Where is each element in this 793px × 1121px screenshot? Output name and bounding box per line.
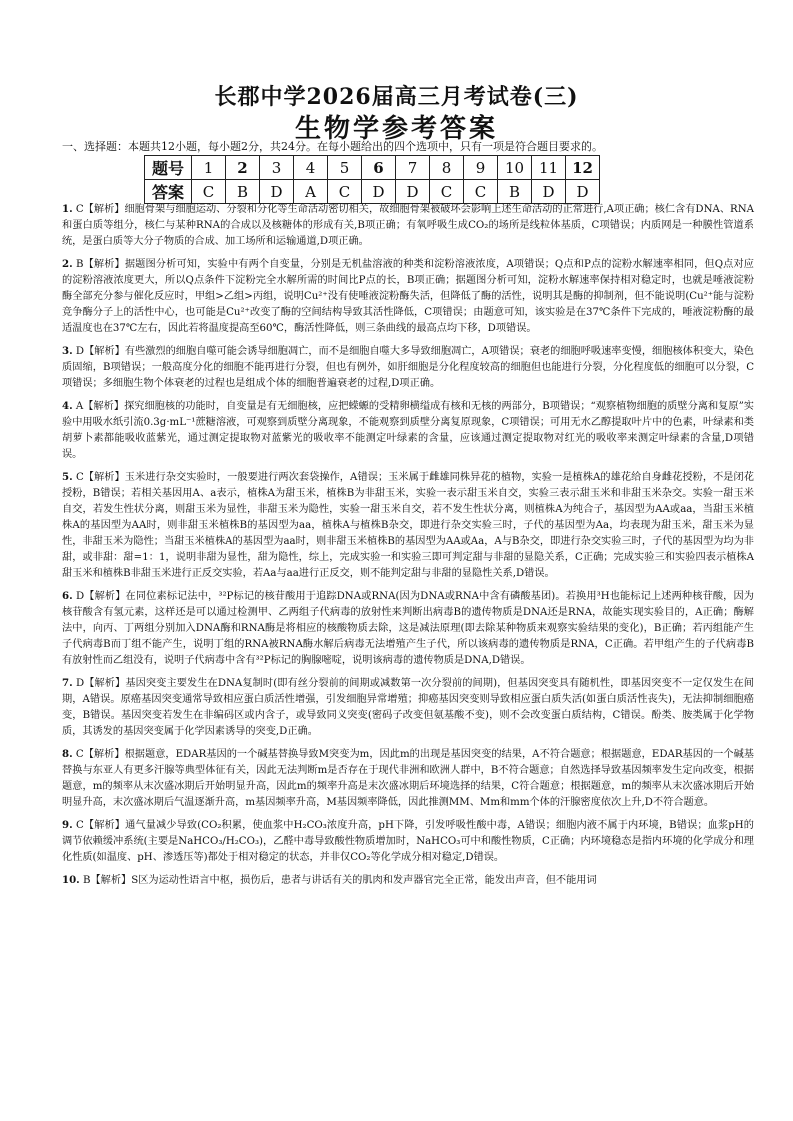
item-text: C【解析】通气量减少导致(CO₂积累，使血浆中H₂CO₃浓度升高，pH下降，引发呼吸性酸中毒，A错误；细胞内液不属于内环境，B错误；血浆pH的调节依赖缓冲系统(主要是NaHCO₃/H₂CO₃)，乙醛中毒导致酸性物质增加时，NaHCO₃可中和酸性物质，C正确；内环境稳态是指内环境的化学成分和理化性质(如温度、pH、渗透压等)都处于相对稳定的状态，并非仅CO₂等化学成分相对稳定,D错误。 [62,820,754,863]
answer-cell: D [362,180,396,204]
item-number: 10. [62,874,80,886]
row-label-number: 题号 [145,156,192,180]
item-text: C【解析】玉米进行杂交实验时，一般要进行两次套袋操作，A错误；玉米属于雌雄同株异花的植物，实验一是植株A的雄花给自身雌花授粉，不是闭花授粉，B错误；若相关基因用A、a表示，植株A为甜玉米，植株B为非甜玉米，实验一表示甜玉米自交，实验三表示甜玉米和非甜玉米杂交。实验一甜玉米自交，若发生性状分离，则甜玉米为显性，非甜玉米为隐性，实验一甜玉米自交，若不发生性状分离，则植株A为纯合子，基因型为AA或aa，当甜玉米植株A的基因型为AA时，则非甜玉米植株B的基因型为aa，植株A与植株B杂交，即进行杂交实验三时，子代的基因型为Aa，均表现为甜玉米，甜玉米为显性，非甜玉米为隐性；当甜玉米植株A的基因型为aa时，则非甜玉米植株B的基因型为AA或Aa，A与B杂交，即进行杂交实验三时，子代的基因型为均为非甜，或非甜：甜=1：1，说明非甜为显性，甜为隐性，综上，完成实验一和实验三即可判定甜与非甜的显隐关系，C正确；完成实验三和实验四表示植株A甜玉米和植株B非甜玉米进行正反交实验，若Aa与aa进行正反交，则不能判定甜与非甜的显隐性关系,D错误。 [62,472,754,579]
item-number: 8. [62,748,73,760]
item-text: B【解析】据题图分析可知，实验中有两个自变量，分别是无机盐溶液的种类和淀粉溶液浓度，A项错误；Q点和P点的淀粉水解速率相同，但Q点对应的淀粉溶液浓度更大，所以Q点条件下淀粉完全水解所需的时间比P点的长，B项正确；据题图分析可知，淀粉水解速率保持相对稳定时，也就是唾液淀粉酶全部充分参与催化反应时，甲组>乙组>丙组，说明Cu²⁺没有使唾液淀粉酶失活，但降低了酶的活性，说明其是酶的抑制剂，但不能说明(Cu²⁺能与淀粉竞争酶分子上的活性中心，也可能是Cu²⁺改变了酶的空间结构导致其活性降低，C项错误；由题意可知，该实验是在37℃条件下完成的，唾液淀粉酶的最适温度也在37℃左右，因此若将温度提高至60℃，酶活性降低，则三条曲线的最高点均下移，D项错误。 [62,259,754,334]
item-number: 6. [62,590,73,602]
explanation-list [62,201,754,895]
item-text: C【解析】细胞骨架与细胞运动、分裂和分化等生命活动密切相关，故细胞骨架被破坏会影响上述生命活动的正常进行,A项正确；核仁含有DNA、RNA和蛋白质等组分，核仁与某种RNA的合成以及核糖体的形成有关,B项正确；有氧呼吸生成CO₂的场所是线粒体基质，C项错误；内质网是一种膜性管道系统，是蛋白质等大分子物质的合成、加工场所和运输通道,D项正确。 [62,204,754,247]
answer-cell: C [192,180,226,204]
explanation-item [62,746,754,811]
explanation-item [62,343,754,392]
item-number: 9. [62,819,73,831]
explanation-item [62,588,754,669]
answer-cell: C [328,180,362,204]
question-number: 10 [498,156,532,180]
question-number: 11 [532,156,566,180]
question-number: 2 [226,156,260,180]
item-text: D【解析】有些激烈的细胞自噬可能会诱导细胞凋亡，而不是细胞自噬大多导致细胞凋亡，A项错误；衰老的细胞呼吸速率变慢，细胞核体积变大，染色质固缩，B项错误；一般高度分化的细胞不能再进行分裂，但也有例外，如肝细胞是分化程度较高的细胞但也能进行分裂，分化程度低的细胞可以分裂，C项错误；多细胞生物个体衰老的过程也是组成个体的细胞普遍衰老的过程,D项正确。 [62,346,754,389]
explanation-item [62,256,754,337]
question-number: 9 [464,156,498,180]
answer-cell: C [430,180,464,204]
explanation-item [62,817,754,866]
explanation-item [62,675,754,740]
question-number: 12 [566,156,600,180]
answer-cell: B [226,180,260,204]
answer-title: 生物学参考答案 [294,114,498,144]
question-number: 7 [396,156,430,180]
question-number: 6 [362,156,396,180]
explanation-item [62,469,754,582]
answer-cell: D [260,180,294,204]
answer-cell: D [532,180,566,204]
question-number: 1 [192,156,226,180]
question-number: 8 [430,156,464,180]
exam-title: 长郡中学2026届高三月考试卷(三) [214,84,579,110]
answer-cell: D [396,180,430,204]
question-number: 3 [260,156,294,180]
item-text: D【解析】在同位素标记法中，³²P标记的核苷酸用于追踪DNA或RNA(因为DNA或RNA中含有磷酸基团)。若换用³H也能标记上述两种核苷酸，因为核苷酸含有氢元素，这样还是可以通过检测甲、乙两组子代病毒的放射性来判断出病毒B的遗传物质是DNA还是RNA，故能实现实验目的，A正确；酶解法中，向丙、丁两组分别加入DNA酶和RNA酶是将相应的核酸物质去除，这是减法原理(即去除某种物质来观察实验结果的变化)，B正确；若丙组能产生子代病毒B而丁组不能产生，说明丁组的RNA被RNA酶水解后病毒无法增殖产生子代，所以该病毒的遗传物质是RNA，C正确。若甲组产生的子代病毒B有放射性而乙组没有，说明子代病毒中含有³²P标记的胸腺嘧啶，说明该病毒的遗传物质是DNA,D错误。 [62,591,754,666]
question-number: 5 [328,156,362,180]
item-number: 3. [62,345,73,357]
item-text: A【解析】探究细胞核的功能时，自变量是有无细胞核，应把蝾螈的受精卵横缢成有核和无核的两部分，B项错误；“观察植物细胞的质壁分离和复原”实验中用吸水纸引流0.3g·mL⁻¹蔗糖溶液，可观察到质壁分离现象，不能观察到质壁分离复原现象，C项错误；可用无水乙醇提取叶片中的色素，叶绿素和类胡萝卜素都能吸收蓝紫光，通过测定提取物对蓝紫光的吸收率不能测定叶绿素的含量，应该通过测定提取物对红光的吸收率来测定叶绿素的含量,D项错误。 [62,401,754,460]
explanation-item [62,872,754,889]
answer-cell: B [498,180,532,204]
item-text: B【解析】S区为运动性语言中枢，损伤后，患者与讲话有关的肌肉和发声器官完全正常，能发出声音，但不能用词 [82,875,597,886]
explanation-item [62,398,754,463]
row-label-answer: 答案 [145,180,192,204]
answer-cell: C [464,180,498,204]
item-text: D【解析】基因突变主要发生在DNA复制时(即有丝分裂前的间期或减数第一次分裂前的间期)，但基因突变具有随机性，即基因突变不一定仅发生在间期，A错误。原癌基因突变通常导致相应蛋白质活性增强，引发细胞异常增殖；抑癌基因突变则导致相应蛋白质失活(如蛋白质活性丧失)，无法抑制细胞癌变，B错误。基因突变若发生在非编码区或内含子，或导致同义突变(密码子改变但氨基酸不变)，则不会改变蛋白质结构，C错误。酚类、胺类属于化学物质，其诱发的基因突变属于化学因素诱导的突变,D正确。 [62,678,754,737]
answer-row [145,180,600,204]
question-number-row [145,156,600,180]
item-number: 7. [62,677,73,689]
section-instructions: 一、选择题：本题共12小题，每小题2分，共24分。在每小题给出的四个选项中，只有一项是符合题目要求的。 [62,140,603,153]
answer-table [144,155,600,204]
explanation-item [62,201,754,250]
item-text: C【解析】根据题意，EDAR基因的一个碱基替换导致M突变为m，因此m的出现是基因突变的结果，A不符合题意；根据题意，EDAR基因的一个碱基替换与东亚人有更多汗腺等典型体征有关，因此无法判断m是否存在于现代非洲和欧洲人群中，B不符合题意；自然选择导致基因频率发生定向改变，根据题意，m的频率从末次盛冰期后开始明显升高，因此m的频率升高是末次盛冰期后环境选择的结果，C符合题意；根据题意，m的频率从末次盛冰期后开始明显升高，末次盛冰期后气温逐渐升高，m基因频率升高，M基因频率降低，因此推测MM、Mm和mm个体的汗腺密度依次上升,D不符合题意。 [62,749,754,808]
item-number: 2. [62,258,73,270]
answer-cell: A [294,180,328,204]
answer-cell: D [566,180,600,204]
item-number: 4. [62,400,73,412]
item-number: 5. [62,471,73,483]
item-number: 1. [62,203,73,215]
question-number: 4 [294,156,328,180]
